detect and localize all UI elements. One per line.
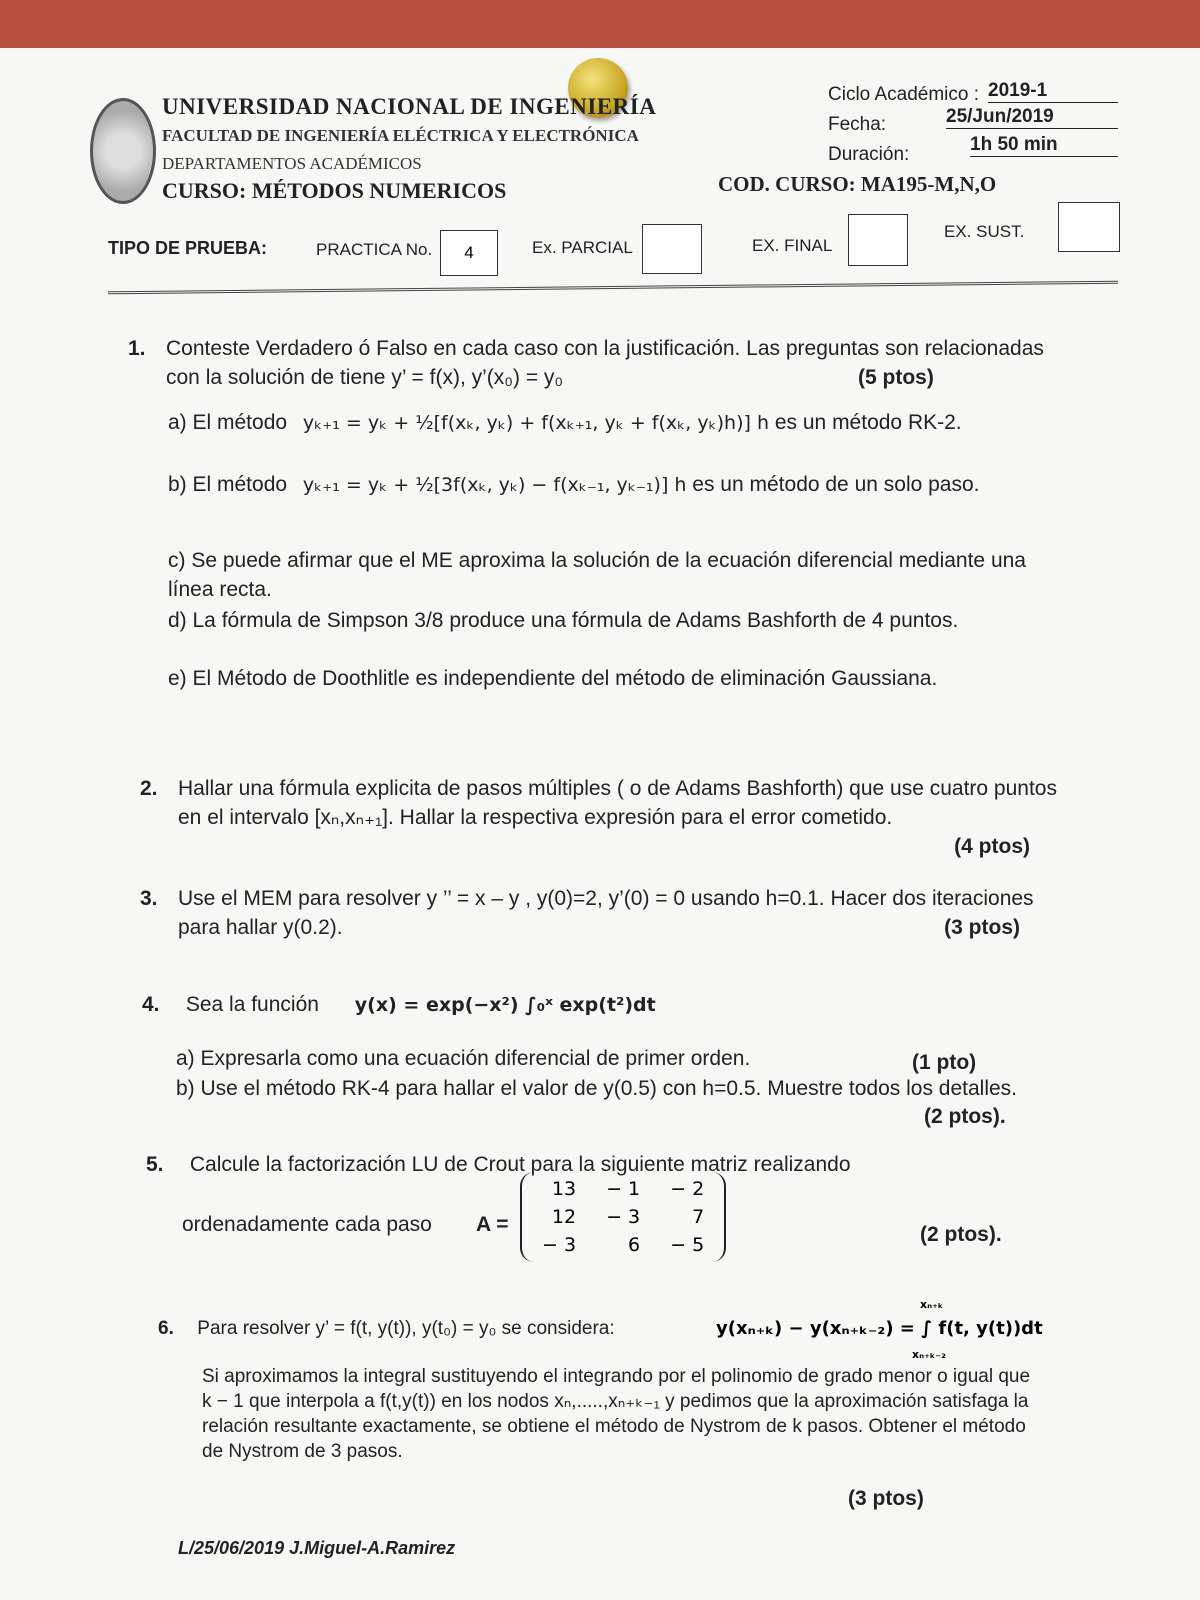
question-points: (4 ptos) [954,835,1030,858]
faculty-name: FACULTAD DE INGENIERÍA ELÉCTRICA Y ELECTRÓNICA [162,126,639,145]
test-type-label: TIPO DE PRUEBA: [108,238,268,258]
matrix-cell: 7 [692,1206,705,1228]
question-text: Use el MEM para resolver y ’’ = x – y , y(0)=2, y’(0) = 0 usando h=0.1. Hacer dos iteraciones para hallar y(0.2). [178,887,1034,939]
matrix-table [526,1174,720,1260]
sust-label: EX. SUST. [944,222,1025,241]
parcial-box [642,224,702,274]
duracion-label: Duración: [828,144,910,165]
department-name: DEPARTAMENTOS ACADÉMICOS [162,154,422,173]
item-formula: yₖ₊₁ = yₖ + ½[f(xₖ, yₖ) + f(xₖ₊₁, yₖ + f(xₖ, yₖ)h)] h [302,412,770,434]
question-number: 4. [142,993,160,1016]
matrix-label: A = [476,1213,509,1236]
item-prefix: b) El método [168,473,288,496]
item-suffix: es un método RK-2. [774,411,962,434]
item-formula: yₖ₊₁ = yₖ + ½[3f(xₖ, yₖ) − f(xₖ₋₁, yₖ₋₁)] h [302,474,687,496]
practica-box [440,230,498,276]
matrix-cell: 12 [551,1206,577,1228]
course-name: CURSO: MÉTODOS NUMERICOS [162,178,507,203]
matrix-cell: − 5 [670,1234,705,1256]
item-suffix: es un método de un solo paso. [692,473,980,496]
question-number: 6. [158,1318,174,1339]
question-6-points: (3 ptos) [848,1487,924,1510]
question-1 [128,334,1068,392]
university-seal-icon [90,98,156,204]
matrix-cell: − 3 [606,1206,641,1228]
matrix-A [520,1172,726,1262]
question-text: Para resolver y’ = f(t, y(t)), y(t₀) = y₀ se considera: [197,1318,615,1339]
fecha-value: 25/Jun/2019 [946,106,1118,129]
matrix-row [528,1204,718,1230]
author-signature: L/25/06/2019 J.Miguel-A.Ramirez [178,1538,456,1558]
question-formula: y(x) = exp(−x²) ∫₀ˣ exp(t²)dt [354,994,656,1016]
question-4 [142,990,1062,1020]
practica-value: 4 [464,243,474,262]
q1-item-d: d) La fórmula de Simpson 3/8 produce una fórmula de Adams Bashforth de 4 puntos. [168,609,959,632]
practica-label: PRACTICA No. [316,240,433,259]
final-box [848,214,908,266]
question-number: 5. [146,1153,164,1176]
q4-item-a-points: (1 pto) [912,1051,977,1074]
duracion-value: 1h 50 min [970,134,1118,157]
q4-item-b: b) Use el método RK-4 para hallar el valor de y(0.5) con h=0.5. Muestre todos los detalles. [176,1077,1018,1100]
question-2 [140,774,1060,858]
matrix-cell: − 2 [670,1178,705,1200]
course-code: COD. CURSO: MA195-M,N,O [718,172,997,196]
q4-item-a: a) Expresarla como una ecuación diferencial de primer orden. [176,1047,751,1070]
question-text: Calcule la factorización LU de Crout para la siguiente matriz realizando [189,1153,851,1176]
fecha-label: Fecha: [828,114,887,135]
question-text: Sea la función [185,993,319,1016]
q1-item-c: c) Se puede afirmar que el ME aproxima la solución de la ecuación diferencial mediante una línea recta. [168,549,1026,601]
question-points: (5 ptos) [858,366,934,389]
final-label: EX. FINAL [752,236,833,255]
item-prefix: a) El método [168,411,288,434]
question-number: 3. [140,887,158,910]
question-6-body: Si aproximamos la integral sustituyendo el integrando por el polinomio de grado menor o igual que k − 1 que interpola a f(t,y(t)) en los nodos xₙ,.....,xₙ₊ₖ₋₁ y pedimos que la aproximación satisfaga la relación resultante exactamente, se obtiene el método de Nystrom de k pasos. Obtener el método de Nystrom de 3 pasos. [202,1366,1031,1462]
university-name: UNIVERSIDAD NACIONAL DE INGENIERÍA [162,94,657,119]
question-points: (3 ptos) [944,916,1020,939]
matrix-cell: 13 [551,1178,577,1200]
matrix-cell: − 1 [606,1178,641,1200]
question-text: Hallar una fórmula explicita de pasos múltiples ( o de Adams Bashforth) que use cuatro puntos en el intervalo [xₙ,xₙ₊₁]. Hallar la respectiva expresión para el error cometido. [178,777,1057,829]
parcial-label: Ex. PARCIAL [532,238,633,257]
matrix-cell: − 3 [542,1234,577,1256]
q1-item-a [168,408,1068,438]
sust-box [1058,202,1120,252]
ciclo-value: 2019-1 [988,80,1118,103]
matrix-row [528,1176,718,1202]
q4-item-b-points: (2 ptos). [924,1105,1006,1128]
q6-lower-limit: xₙ₊ₖ₋₂ [912,1348,946,1361]
q6-formula: y(xₙ₊ₖ) − y(xₙ₊ₖ₋₂) = ∫ f(t, y(t))dt [716,1318,1043,1339]
question-points: (2 ptos). [920,1223,1002,1246]
q1-item-b [168,470,1068,500]
question-number: 2. [140,777,158,800]
matrix-row [528,1232,718,1258]
question-text: Conteste Verdadero ó Falso en cada caso con la justificación. Las preguntas son relacionadas con la solución de tiene y’ = f(x), y’(x₀) = y₀ [166,337,1044,389]
q1-item-e: e) El Método de Doothlitle es independiente del método de eliminación Gaussiana. [168,667,938,690]
q6-upper-limit: xₙ₊ₖ [920,1298,944,1311]
ciclo-label: Ciclo Académico : [828,84,980,105]
matrix-cell: 6 [628,1234,641,1256]
question-3 [140,884,1060,942]
question-5-text2: ordenadamente cada paso [182,1213,432,1236]
question-number: 1. [128,337,146,360]
